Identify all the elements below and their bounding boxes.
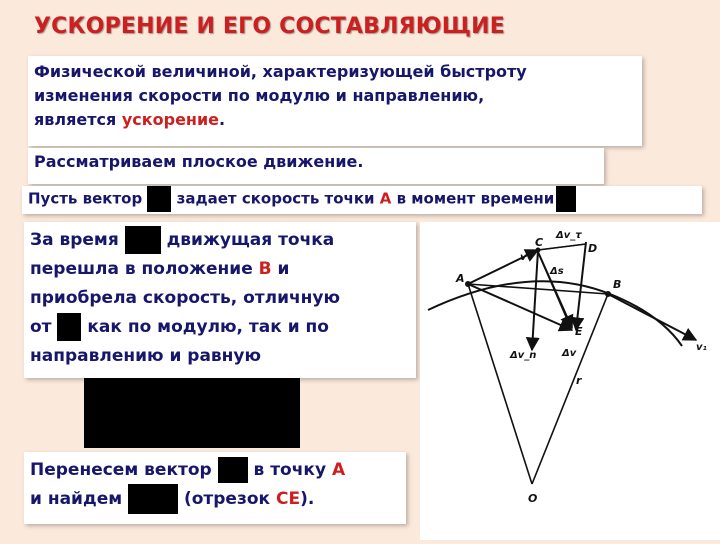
label-v1: v₁	[696, 342, 707, 353]
delta-v-n-arrow	[532, 250, 538, 350]
label-delta-v: Δv	[562, 348, 577, 359]
velocity-v1-arrow	[608, 294, 696, 340]
intro-line-2: изменения скорости по модулю и направлению,	[34, 86, 485, 105]
label-d: D	[588, 242, 598, 255]
label-delta-s: Δs	[550, 266, 564, 277]
label-c: C	[535, 236, 544, 249]
redacted-formula	[147, 186, 171, 212]
intro-line-1: Физической величиной, характеризующей быстроту	[34, 62, 527, 81]
velocity-v-arrow	[468, 250, 538, 284]
redacted-formula	[218, 457, 248, 483]
intro-line-3: является ускорение.	[34, 110, 226, 129]
redacted-formula	[556, 186, 576, 212]
redacted-formula	[125, 226, 161, 254]
acceleration-diagram	[420, 222, 720, 540]
label-b: B	[613, 278, 622, 291]
label-e: E	[575, 325, 583, 338]
label-a: A	[456, 272, 465, 285]
velocity-vector-line: Пусть вектор задает скорость точки А в момент времени	[22, 186, 702, 214]
segment-cd	[538, 244, 586, 250]
point-a	[465, 281, 471, 287]
intro-paragraph	[28, 56, 642, 146]
transfer-vector-paragraph: Перенесем вектор в точку А и найдем (отрезок СЕ).	[24, 452, 406, 524]
plane-motion-paragraph: Рассматриваем плоское движение.	[28, 148, 604, 184]
redacted-formula-block	[84, 378, 300, 448]
label-r: r	[576, 374, 582, 387]
label-delta-v-tau: Δv_τ	[556, 230, 582, 241]
radius-ao	[468, 284, 532, 484]
slide-title: УСКОРЕНИЕ И ЕГО СОСТАВЛЯЮЩИЕ	[34, 14, 505, 39]
label-o: O	[528, 492, 538, 505]
term-acceleration: ускорение	[121, 110, 220, 129]
diagram-svg	[420, 222, 720, 540]
label-delta-v-n: Δv_n	[510, 350, 537, 361]
displacement-paragraph: За время движущая точка перешла в положение В и приобрела скорость, отличную от как по модулю, так и по направлению и равную	[24, 222, 416, 378]
redacted-formula	[57, 313, 81, 341]
redacted-formula	[128, 484, 178, 514]
label-v: v	[520, 252, 527, 263]
point-b	[605, 291, 611, 297]
